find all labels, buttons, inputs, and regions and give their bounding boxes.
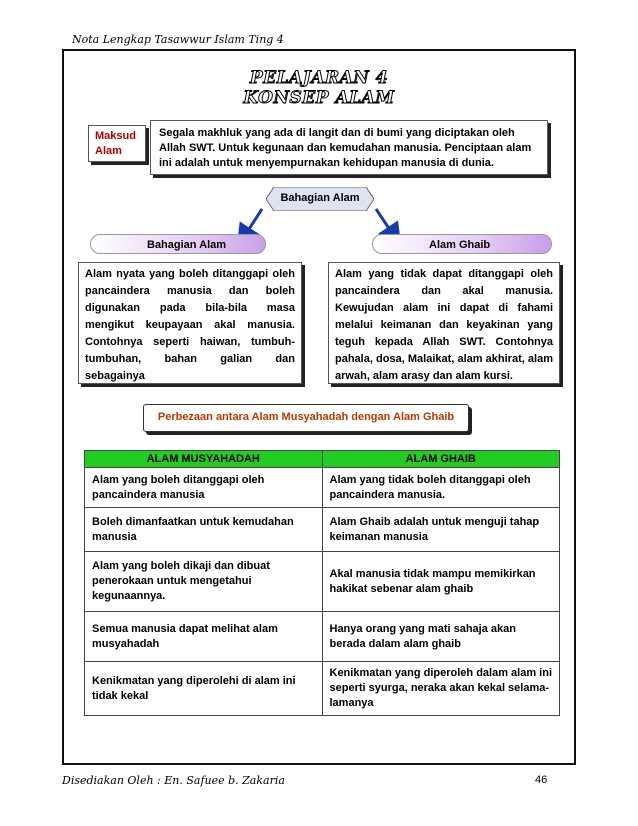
page-number: 46 <box>535 774 548 786</box>
lesson-number: PELAJARAN 4 <box>249 68 389 88</box>
table-header-row <box>85 451 560 468</box>
table-row <box>85 612 560 662</box>
header-note: Nota Lengkap Tasawwur Islam Ting 4 <box>72 33 284 46</box>
table-cell: Semua manusia dapat melihat alam musyahadah <box>85 612 323 662</box>
table-cell: Alam yang tidak boleh ditanggapi oleh pancaindera manusia. <box>322 468 560 508</box>
header-ghaib: ALAM GHAIB <box>322 451 560 468</box>
comparison-table <box>84 450 560 716</box>
table-row <box>85 662 560 716</box>
footer-author: Disediakan Oleh : En. Safuee b. Zakaria <box>62 774 285 787</box>
table-row <box>85 508 560 552</box>
table-cell: Akal manusia tidak mampu memikirkan hakikat sebenar alam ghaib <box>322 552 560 612</box>
diagram-root-label: Bahagian Alam <box>280 192 360 204</box>
comparison-title: Perbezaan antara Alam Musyahadah dengan Alam Ghaib <box>143 404 469 432</box>
lesson-title: KONSEP ALAM <box>243 88 395 108</box>
table-cell: Alam yang boleh dikaji dan dibuat penerokaan untuk mengetahui kegunaannya. <box>85 552 323 612</box>
alam-nyata-description: Alam nyata yang boleh ditanggapi oleh pancaindera manusia dan boleh digunakan pada bila-bila masa mengikut keupayaan akal manusia. Contohnya seperti haiwan, tumbuh-tumbuhan, bahan galian dan sebagainya <box>78 262 302 384</box>
table-row <box>85 552 560 612</box>
maksud-definition: Segala makhluk yang ada di langit dan di bumi yang diciptakan oleh Allah SWT. Untuk kegunaan dan kemudahan manusia. Penciptaan alam ini adalah untuk menyempurnakan kehidupan manusia di dunia. <box>150 120 548 175</box>
table-cell: Hanya orang yang mati sahaja akan berada dalam alam ghaib <box>322 612 560 662</box>
table-row <box>85 468 560 508</box>
maksud-label: Maksud Alam <box>88 125 146 162</box>
branch-alam-ghaib: Alam Ghaib <box>372 234 552 254</box>
branch-bahagian-alam: Bahagian Alam <box>90 234 266 254</box>
table-cell: Alam Ghaib adalah untuk menguji tahap keimanan manusia <box>322 508 560 552</box>
table-cell: Boleh dimanfaatkan untuk kemudahan manusia <box>85 508 323 552</box>
header-musyahadah: ALAM MUSYAHADAH <box>85 451 323 468</box>
table-cell: Kenikmatan yang diperolehi di alam ini tidak kekal <box>85 662 323 716</box>
alam-ghaib-description: Alam yang tidak dapat ditanggapi oleh pancaindera dan akal manusia. Kewujudan alam ini dapat di fahami melalui keimanan dan keyakinan yang teguh kepada Allah SWT. Contohnya pahala, dosa, Malaikat, alam akhirat, alam arwah, alam arasy dan alam kursi. <box>328 262 560 384</box>
table-cell: Alam yang boleh ditanggapi oleh pancaindera manusia <box>85 468 323 508</box>
table-cell: Kenikmatan yang diperoleh dalam alam ini seperti syurga, neraka akan kekal selama-lamanya <box>322 662 560 716</box>
